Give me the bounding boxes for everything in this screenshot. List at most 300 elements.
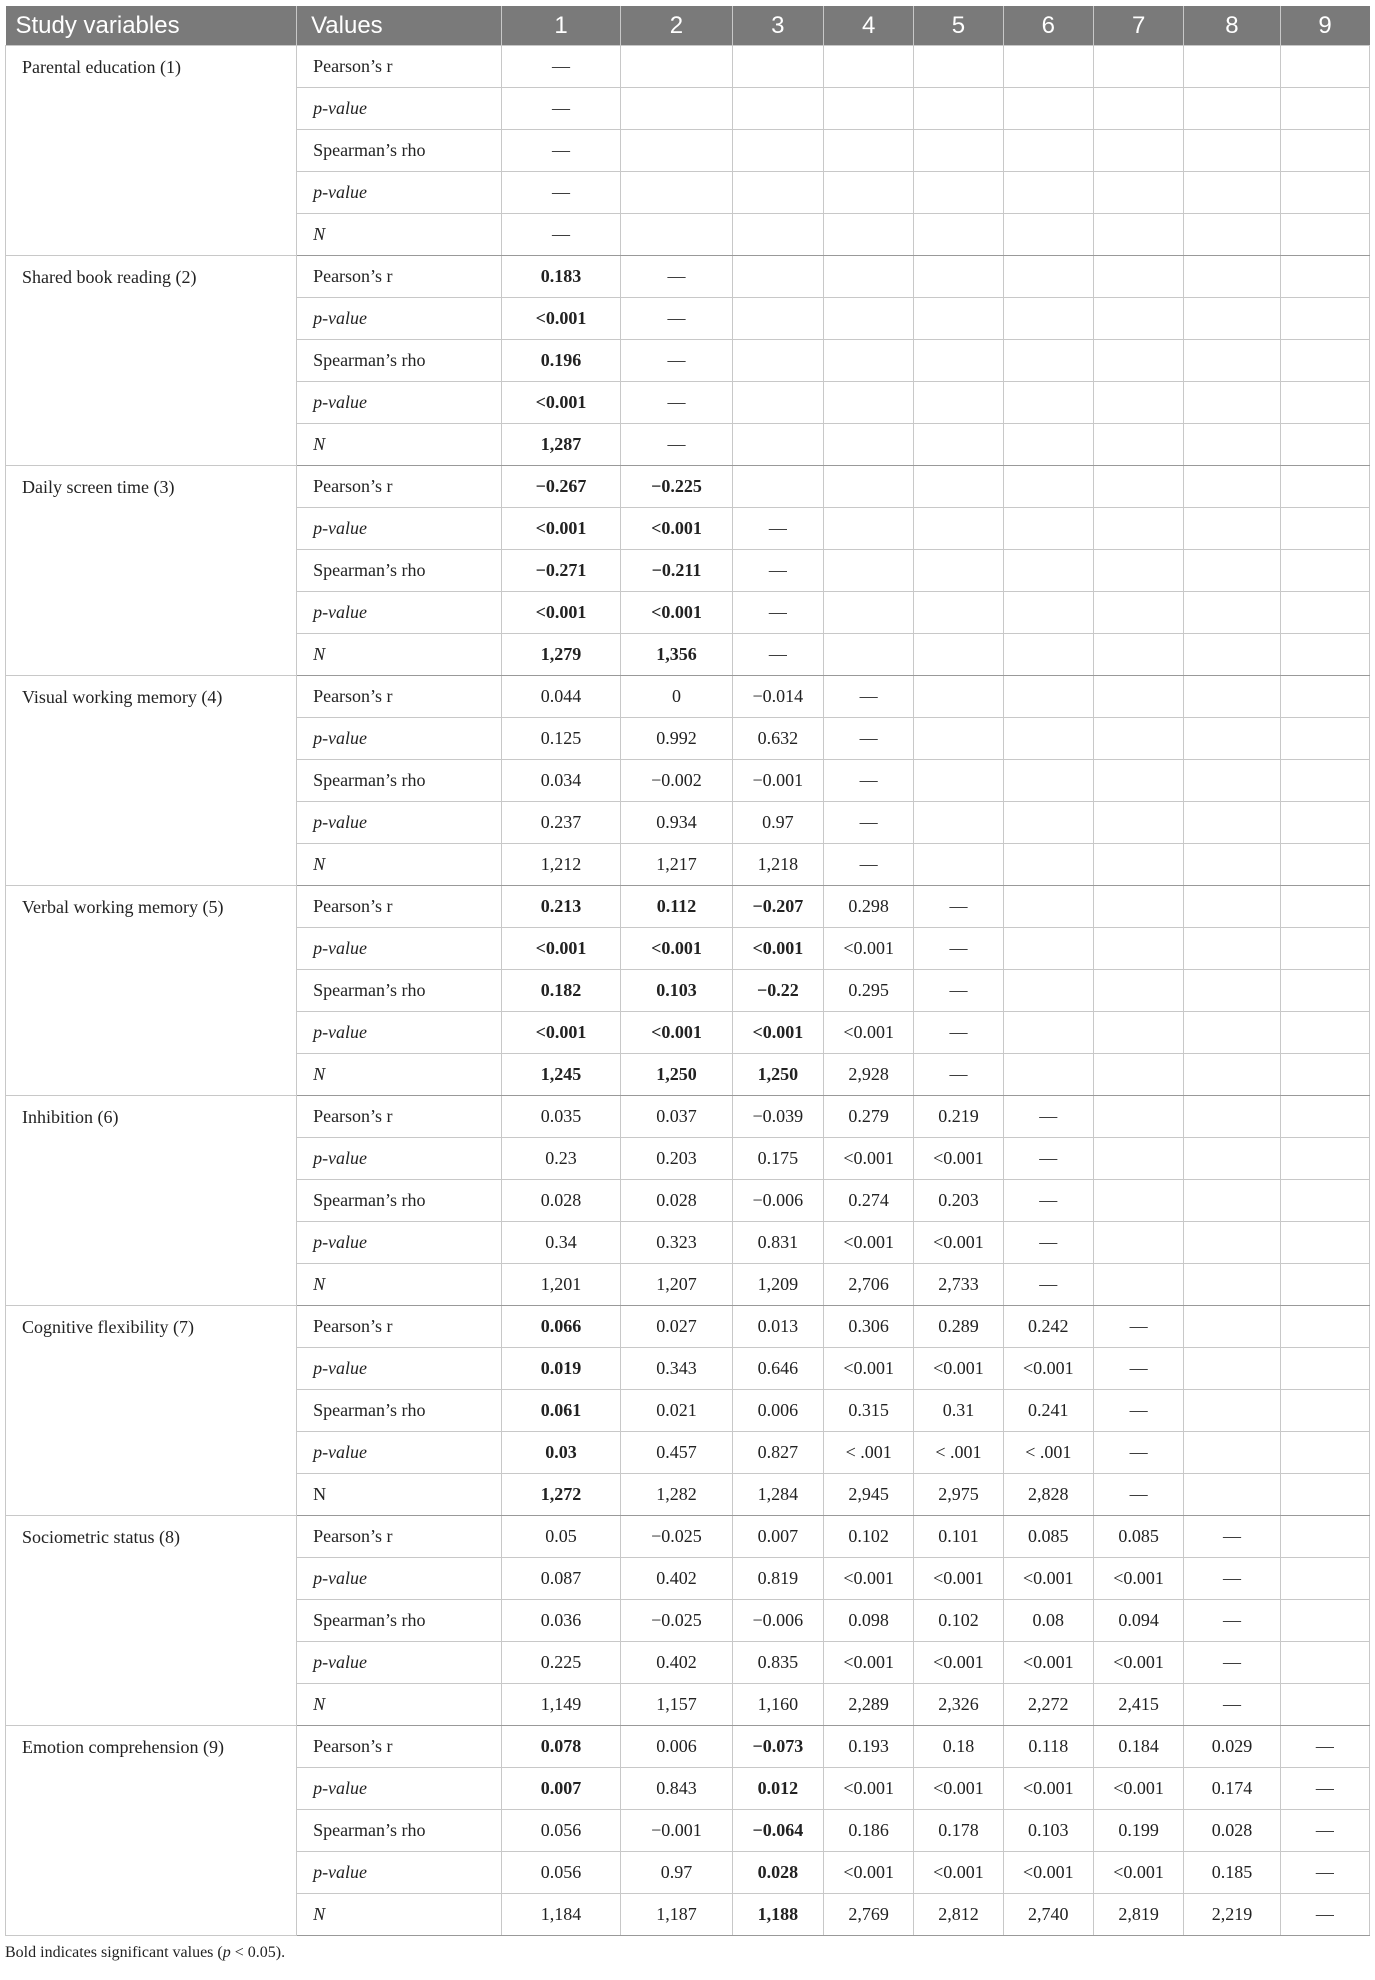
value-cell [823,130,913,172]
value-cell [1093,298,1183,340]
value-cell [1184,466,1280,508]
value-cell: 0.006 [732,1390,823,1432]
table-row [6,1096,1370,1138]
value-cell [914,802,1003,844]
value-cell [732,46,823,88]
value-cell [1280,130,1369,172]
header-col-9: 9 [1280,6,1369,46]
value-cell: <0.001 [823,1558,913,1600]
header-col-8: 8 [1184,6,1280,46]
value-cell: <0.001 [732,1012,823,1054]
statistic-label: p-value [297,1432,502,1474]
value-cell [732,424,823,466]
header-study-variables: Study variables [6,6,297,46]
study-variable-cell: Emotion comprehension (9) [6,1726,297,1936]
value-cell: <0.001 [1003,1348,1093,1390]
value-cell [1093,1222,1183,1264]
value-cell: 0.103 [1003,1810,1093,1852]
value-cell: <0.001 [621,508,732,550]
value-cell: — [1003,1138,1093,1180]
value-cell: 1,201 [501,1264,620,1306]
value-cell [732,382,823,424]
value-cell: −0.064 [732,1810,823,1852]
value-cell: −0.039 [732,1096,823,1138]
value-cell [621,88,732,130]
value-cell: — [1280,1726,1369,1768]
value-cell [1093,928,1183,970]
table-row [6,1306,1370,1348]
value-cell [914,676,1003,718]
value-cell: — [1093,1390,1183,1432]
value-cell: — [823,760,913,802]
value-cell [732,298,823,340]
value-cell: 0.182 [501,970,620,1012]
value-cell: 0.323 [621,1222,732,1264]
value-cell [1093,1096,1183,1138]
value-cell: — [823,802,913,844]
correlation-table [5,6,1370,1936]
table-header [6,6,1370,46]
value-cell [1184,928,1280,970]
value-cell [914,46,1003,88]
value-cell: <0.001 [501,592,620,634]
value-cell [823,424,913,466]
value-cell [1003,382,1093,424]
value-cell [823,46,913,88]
value-cell [914,466,1003,508]
value-cell: < .001 [823,1432,913,1474]
value-cell: <0.001 [501,382,620,424]
value-cell [1184,424,1280,466]
value-cell: — [1280,1768,1369,1810]
value-cell [1280,1390,1369,1432]
value-cell [1003,172,1093,214]
value-cell [1093,634,1183,676]
value-cell [1184,340,1280,382]
study-variable-cell: Sociometric status (8) [6,1516,297,1726]
value-cell: 0.007 [732,1516,823,1558]
value-cell: — [501,172,620,214]
value-cell: 1,245 [501,1054,620,1096]
table-row [6,46,1370,88]
value-cell: <0.001 [823,1012,913,1054]
value-cell: 0.402 [621,1558,732,1600]
value-cell [1003,298,1093,340]
value-cell: <0.001 [1093,1852,1183,1894]
value-cell [1280,508,1369,550]
value-cell [1093,592,1183,634]
value-cell [1280,214,1369,256]
value-cell [1093,340,1183,382]
value-cell [1184,1348,1280,1390]
value-cell: 0.03 [501,1432,620,1474]
value-cell [1280,424,1369,466]
value-cell: — [732,508,823,550]
value-cell [1280,1306,1369,1348]
value-cell: <0.001 [823,1348,913,1390]
value-cell: — [1093,1348,1183,1390]
value-cell [1280,1642,1369,1684]
value-cell [1184,172,1280,214]
value-cell [1280,46,1369,88]
value-cell: 0.103 [621,970,732,1012]
statistic-label: Pearson’s r [297,46,502,88]
value-cell [823,88,913,130]
value-cell [1280,928,1369,970]
value-cell: — [914,928,1003,970]
value-cell [1184,1012,1280,1054]
value-cell: 0.196 [501,340,620,382]
value-cell: 1,188 [732,1894,823,1936]
value-cell [914,214,1003,256]
value-cell: 0.274 [823,1180,913,1222]
value-cell [914,508,1003,550]
value-cell [823,340,913,382]
value-cell [1280,172,1369,214]
value-cell: 0.056 [501,1852,620,1894]
table-row [6,676,1370,718]
value-cell [823,382,913,424]
value-cell: <0.001 [914,1642,1003,1684]
value-cell [1093,1054,1183,1096]
value-cell: <0.001 [823,1642,913,1684]
study-variable-cell: Visual working memory (4) [6,676,297,886]
value-cell: 0.019 [501,1348,620,1390]
value-cell [1280,1516,1369,1558]
statistic-label: p-value [297,298,502,340]
statistic-label: p-value [297,802,502,844]
value-cell [823,214,913,256]
value-cell: 0.97 [621,1852,732,1894]
value-cell: — [1093,1306,1183,1348]
statistic-label: Pearson’s r [297,676,502,718]
value-cell [1280,382,1369,424]
value-cell: 0.101 [914,1516,1003,1558]
table-row [6,886,1370,928]
study-variable-cell: Parental education (1) [6,46,297,256]
header-col-2: 2 [621,6,732,46]
statistic-label: p-value [297,1138,502,1180]
value-cell [621,214,732,256]
value-cell: — [1093,1474,1183,1516]
table-container [5,6,1370,1962]
value-cell: 2,706 [823,1264,913,1306]
value-cell [1184,676,1280,718]
value-cell [1184,592,1280,634]
value-cell: −0.271 [501,550,620,592]
value-cell [1280,886,1369,928]
statistic-label: Spearman’s rho [297,760,502,802]
value-cell: — [732,592,823,634]
value-cell: 0.034 [501,760,620,802]
value-cell: 0.831 [732,1222,823,1264]
value-cell: 0.279 [823,1096,913,1138]
value-cell [1184,256,1280,298]
value-cell [732,214,823,256]
value-cell [914,718,1003,760]
value-cell: 0.343 [621,1348,732,1390]
value-cell: — [914,1054,1003,1096]
value-cell: <0.001 [732,928,823,970]
statistic-label: Pearson’s r [297,1306,502,1348]
value-cell: 0.178 [914,1810,1003,1852]
statistic-label: Pearson’s r [297,1726,502,1768]
value-cell: 1,160 [732,1684,823,1726]
value-cell [1184,46,1280,88]
statistic-label: p-value [297,928,502,970]
value-cell: 0.174 [1184,1768,1280,1810]
statistic-label: Spearman’s rho [297,1390,502,1432]
header-values: Values [297,6,502,46]
value-cell [1093,676,1183,718]
value-cell: 0.819 [732,1558,823,1600]
value-cell [1003,970,1093,1012]
value-cell [1003,676,1093,718]
value-cell: −0.267 [501,466,620,508]
value-cell: 0.237 [501,802,620,844]
value-cell: — [501,130,620,172]
value-cell [1003,466,1093,508]
statistic-label: Spearman’s rho [297,1810,502,1852]
value-cell: <0.001 [823,1138,913,1180]
statistic-label: N [297,1054,502,1096]
value-cell [1184,88,1280,130]
value-cell: — [621,256,732,298]
value-cell [1093,550,1183,592]
value-cell [1280,550,1369,592]
value-cell [621,172,732,214]
header-col-3: 3 [732,6,823,46]
value-cell [1003,718,1093,760]
value-cell [914,760,1003,802]
value-cell: 2,289 [823,1684,913,1726]
value-cell [914,844,1003,886]
value-cell: — [823,718,913,760]
value-cell [1003,256,1093,298]
value-cell: 1,218 [732,844,823,886]
table-row [6,1516,1370,1558]
value-cell [1280,1558,1369,1600]
statistic-label: N [297,1684,502,1726]
value-cell [1003,886,1093,928]
value-cell: 0.185 [1184,1852,1280,1894]
value-cell [1280,844,1369,886]
value-cell [1280,1264,1369,1306]
value-cell: 0.061 [501,1390,620,1432]
value-cell: — [621,298,732,340]
value-cell: 0.646 [732,1348,823,1390]
value-cell: 0.029 [1184,1726,1280,1768]
value-cell: — [621,340,732,382]
value-cell: 0.066 [501,1306,620,1348]
value-cell: — [1184,1558,1280,1600]
value-cell [1093,256,1183,298]
value-cell [914,298,1003,340]
value-cell: 0.102 [914,1600,1003,1642]
statistic-label: Pearson’s r [297,256,502,298]
value-cell [1093,802,1183,844]
value-cell [1093,970,1183,1012]
value-cell: — [732,550,823,592]
value-cell [1003,1054,1093,1096]
value-cell: 0.843 [621,1768,732,1810]
value-cell: 2,975 [914,1474,1003,1516]
value-cell: 1,212 [501,844,620,886]
value-cell: — [1093,1432,1183,1474]
value-cell: 0.028 [501,1180,620,1222]
value-cell [1093,46,1183,88]
value-cell [1003,634,1093,676]
value-cell [1184,760,1280,802]
value-cell [1093,172,1183,214]
value-cell: −0.002 [621,760,732,802]
value-cell: −0.025 [621,1600,732,1642]
value-cell: 0.035 [501,1096,620,1138]
value-cell: 1,279 [501,634,620,676]
value-cell: <0.001 [914,1768,1003,1810]
value-cell [1003,88,1093,130]
value-cell [1280,1432,1369,1474]
value-cell [1093,508,1183,550]
value-cell: −0.001 [732,760,823,802]
value-cell [1184,1138,1280,1180]
value-cell: <0.001 [914,1348,1003,1390]
statistic-label: Pearson’s r [297,1096,502,1138]
value-cell [1184,718,1280,760]
value-cell [1280,718,1369,760]
value-cell [1280,760,1369,802]
value-cell: <0.001 [914,1222,1003,1264]
value-cell [823,592,913,634]
value-cell: 0.97 [732,802,823,844]
value-cell [1280,298,1369,340]
value-cell: <0.001 [1093,1558,1183,1600]
value-cell: — [1280,1810,1369,1852]
value-cell: 1,149 [501,1684,620,1726]
value-cell [1003,844,1093,886]
value-cell: <0.001 [823,1222,913,1264]
value-cell: — [914,886,1003,928]
value-cell [914,88,1003,130]
value-cell: −0.207 [732,886,823,928]
value-cell: 0.827 [732,1432,823,1474]
value-cell [1184,1264,1280,1306]
statistic-label: p-value [297,718,502,760]
value-cell [1093,1180,1183,1222]
value-cell: — [1184,1684,1280,1726]
value-cell: 0.241 [1003,1390,1093,1432]
value-cell: 0.006 [621,1726,732,1768]
value-cell: 2,415 [1093,1684,1183,1726]
value-cell [732,256,823,298]
value-cell: 0.094 [1093,1600,1183,1642]
value-cell: < .001 [914,1432,1003,1474]
value-cell: 0.402 [621,1642,732,1684]
value-cell [1184,844,1280,886]
value-cell [1003,550,1093,592]
value-cell [1280,466,1369,508]
value-cell: — [732,634,823,676]
value-cell [732,130,823,172]
value-cell [1280,256,1369,298]
value-cell: 0.044 [501,676,620,718]
value-cell: 0.992 [621,718,732,760]
value-cell: 0.085 [1093,1516,1183,1558]
value-cell [1093,424,1183,466]
value-cell [914,634,1003,676]
value-cell: 0.457 [621,1432,732,1474]
statistic-label: N [297,424,502,466]
statistic-label: N [297,1264,502,1306]
value-cell [1280,634,1369,676]
value-cell: — [1184,1516,1280,1558]
statistic-label: p-value [297,1642,502,1684]
statistic-label: Pearson’s r [297,466,502,508]
value-cell: <0.001 [501,298,620,340]
value-cell: 0.056 [501,1810,620,1852]
value-cell: 2,945 [823,1474,913,1516]
value-cell [732,88,823,130]
study-variable-cell: Cognitive flexibility (7) [6,1306,297,1516]
value-cell: — [501,46,620,88]
value-cell: 2,219 [1184,1894,1280,1936]
value-cell: 0.175 [732,1138,823,1180]
value-cell [914,550,1003,592]
value-cell: 0.036 [501,1600,620,1642]
header-col-1: 1 [501,6,620,46]
value-cell [1184,1096,1280,1138]
statistic-label: p-value [297,1852,502,1894]
value-cell: 0.632 [732,718,823,760]
value-cell [1280,1180,1369,1222]
value-cell: 0 [621,676,732,718]
value-cell: 2,733 [914,1264,1003,1306]
value-cell: 1,282 [621,1474,732,1516]
value-cell: 0.934 [621,802,732,844]
value-cell: 0.31 [914,1390,1003,1432]
value-cell [1280,1474,1369,1516]
footnote-suffix: < 0.05). [230,1944,286,1961]
footnote-p: p [222,1944,231,1961]
value-cell: 0.078 [501,1726,620,1768]
value-cell: 0.186 [823,1810,913,1852]
statistic-label: Spearman’s rho [297,970,502,1012]
value-cell: <0.001 [621,592,732,634]
value-cell: 2,928 [823,1054,913,1096]
value-cell [1003,928,1093,970]
value-cell [823,466,913,508]
value-cell [1093,382,1183,424]
value-cell [1003,130,1093,172]
value-cell [823,298,913,340]
study-variable-cell: Daily screen time (3) [6,466,297,676]
statistic-label: Spearman’s rho [297,340,502,382]
statistic-label: Spearman’s rho [297,1600,502,1642]
value-cell: <0.001 [1003,1852,1093,1894]
value-cell: 0.184 [1093,1726,1183,1768]
statistic-label: Spearman’s rho [297,1180,502,1222]
value-cell: <0.001 [621,1012,732,1054]
value-cell [914,130,1003,172]
value-cell [1093,1138,1183,1180]
value-cell: 2,326 [914,1684,1003,1726]
value-cell [1003,1012,1093,1054]
value-cell: — [823,676,913,718]
statistic-label: N [297,1894,502,1936]
value-cell: 0.298 [823,886,913,928]
value-cell: — [1003,1096,1093,1138]
value-cell: — [914,970,1003,1012]
